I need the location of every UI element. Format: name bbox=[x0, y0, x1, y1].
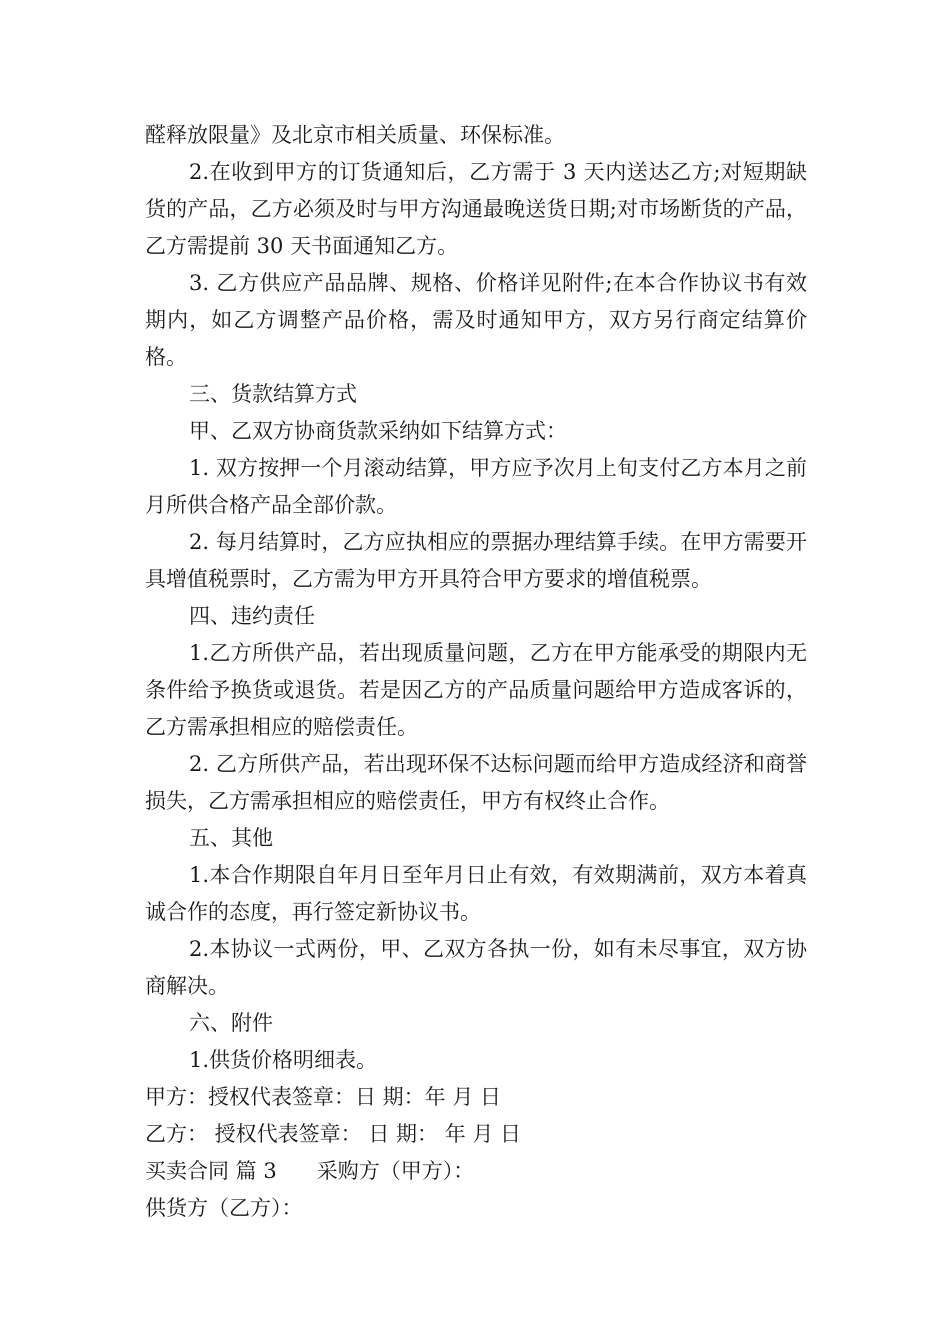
paragraph: 2.在收到甲方的订货通知后，乙方需于 3 天内送达乙方;对短期缺货的产品，乙方必须及时与甲方沟通最晚送货日期;对市场断货的产品，乙方需提前 30 天书面通知乙方。 bbox=[145, 160, 807, 258]
section-heading: 四、违约责任 bbox=[189, 604, 315, 628]
supplier-line: 供货方（乙方）： bbox=[145, 1196, 303, 1220]
signature-line-party-b: 乙方： 授权代表签章： 日 期： 年 月 日 bbox=[145, 1122, 522, 1146]
document-body bbox=[145, 117, 807, 1227]
paragraph: 2.本协议一式两份，甲、乙双方各执一份，如有未尽事宜，双方协商解决。 bbox=[145, 937, 807, 998]
paragraph: 2. 每月结算时，乙方应执相应的票据办理结算手续。在甲方需要开具增值税票时，乙方需为甲方开具符合甲方要求的增值税票。 bbox=[145, 530, 807, 591]
contract-title-line: 买卖合同 篇 3 采购方（甲方）： bbox=[145, 1159, 475, 1183]
paragraph: 1.供货价格明细表。 bbox=[189, 1048, 378, 1072]
paragraph: 甲、乙双方协商货款采纳如下结算方式： bbox=[189, 419, 567, 443]
paragraph: 醛释放限量》及北京市相关质量、环保标准。 bbox=[145, 123, 565, 147]
paragraph: 1.乙方所供产品，若出现质量问题，乙方在甲方能承受的期限内无条件给予换货或退货。若是因乙方的产品质量问题给甲方造成客诉的，乙方需承担相应的赔偿责任。 bbox=[145, 641, 807, 739]
signature-line-party-a: 甲方：授权代表签章：日 期：年 月 日 bbox=[145, 1085, 502, 1109]
paragraph: 2. 乙方所供产品，若出现环保不达标问题而给甲方造成经济和商誉损失，乙方需承担相应的赔偿责任，甲方有权终止合作。 bbox=[145, 752, 807, 813]
paragraph: 1. 双方按押一个月滚动结算，甲方应予次月上旬支付乙方本月之前月所供合格产品全部价款。 bbox=[145, 456, 807, 517]
paragraph: 3. 乙方供应产品品牌、规格、价格详见附件;在本合作协议书有效期内，如乙方调整产品价格，需及时通知甲方，双方另行商定结算价格。 bbox=[145, 271, 807, 369]
section-heading: 六、附件 bbox=[189, 1011, 273, 1035]
paragraph: 1.本合作期限自年月日至年月日止有效，有效期满前，双方本着真诚合作的态度，再行签定新协议书。 bbox=[145, 863, 807, 924]
section-heading: 三、货款结算方式 bbox=[189, 382, 357, 406]
section-heading: 五、其他 bbox=[189, 826, 273, 850]
